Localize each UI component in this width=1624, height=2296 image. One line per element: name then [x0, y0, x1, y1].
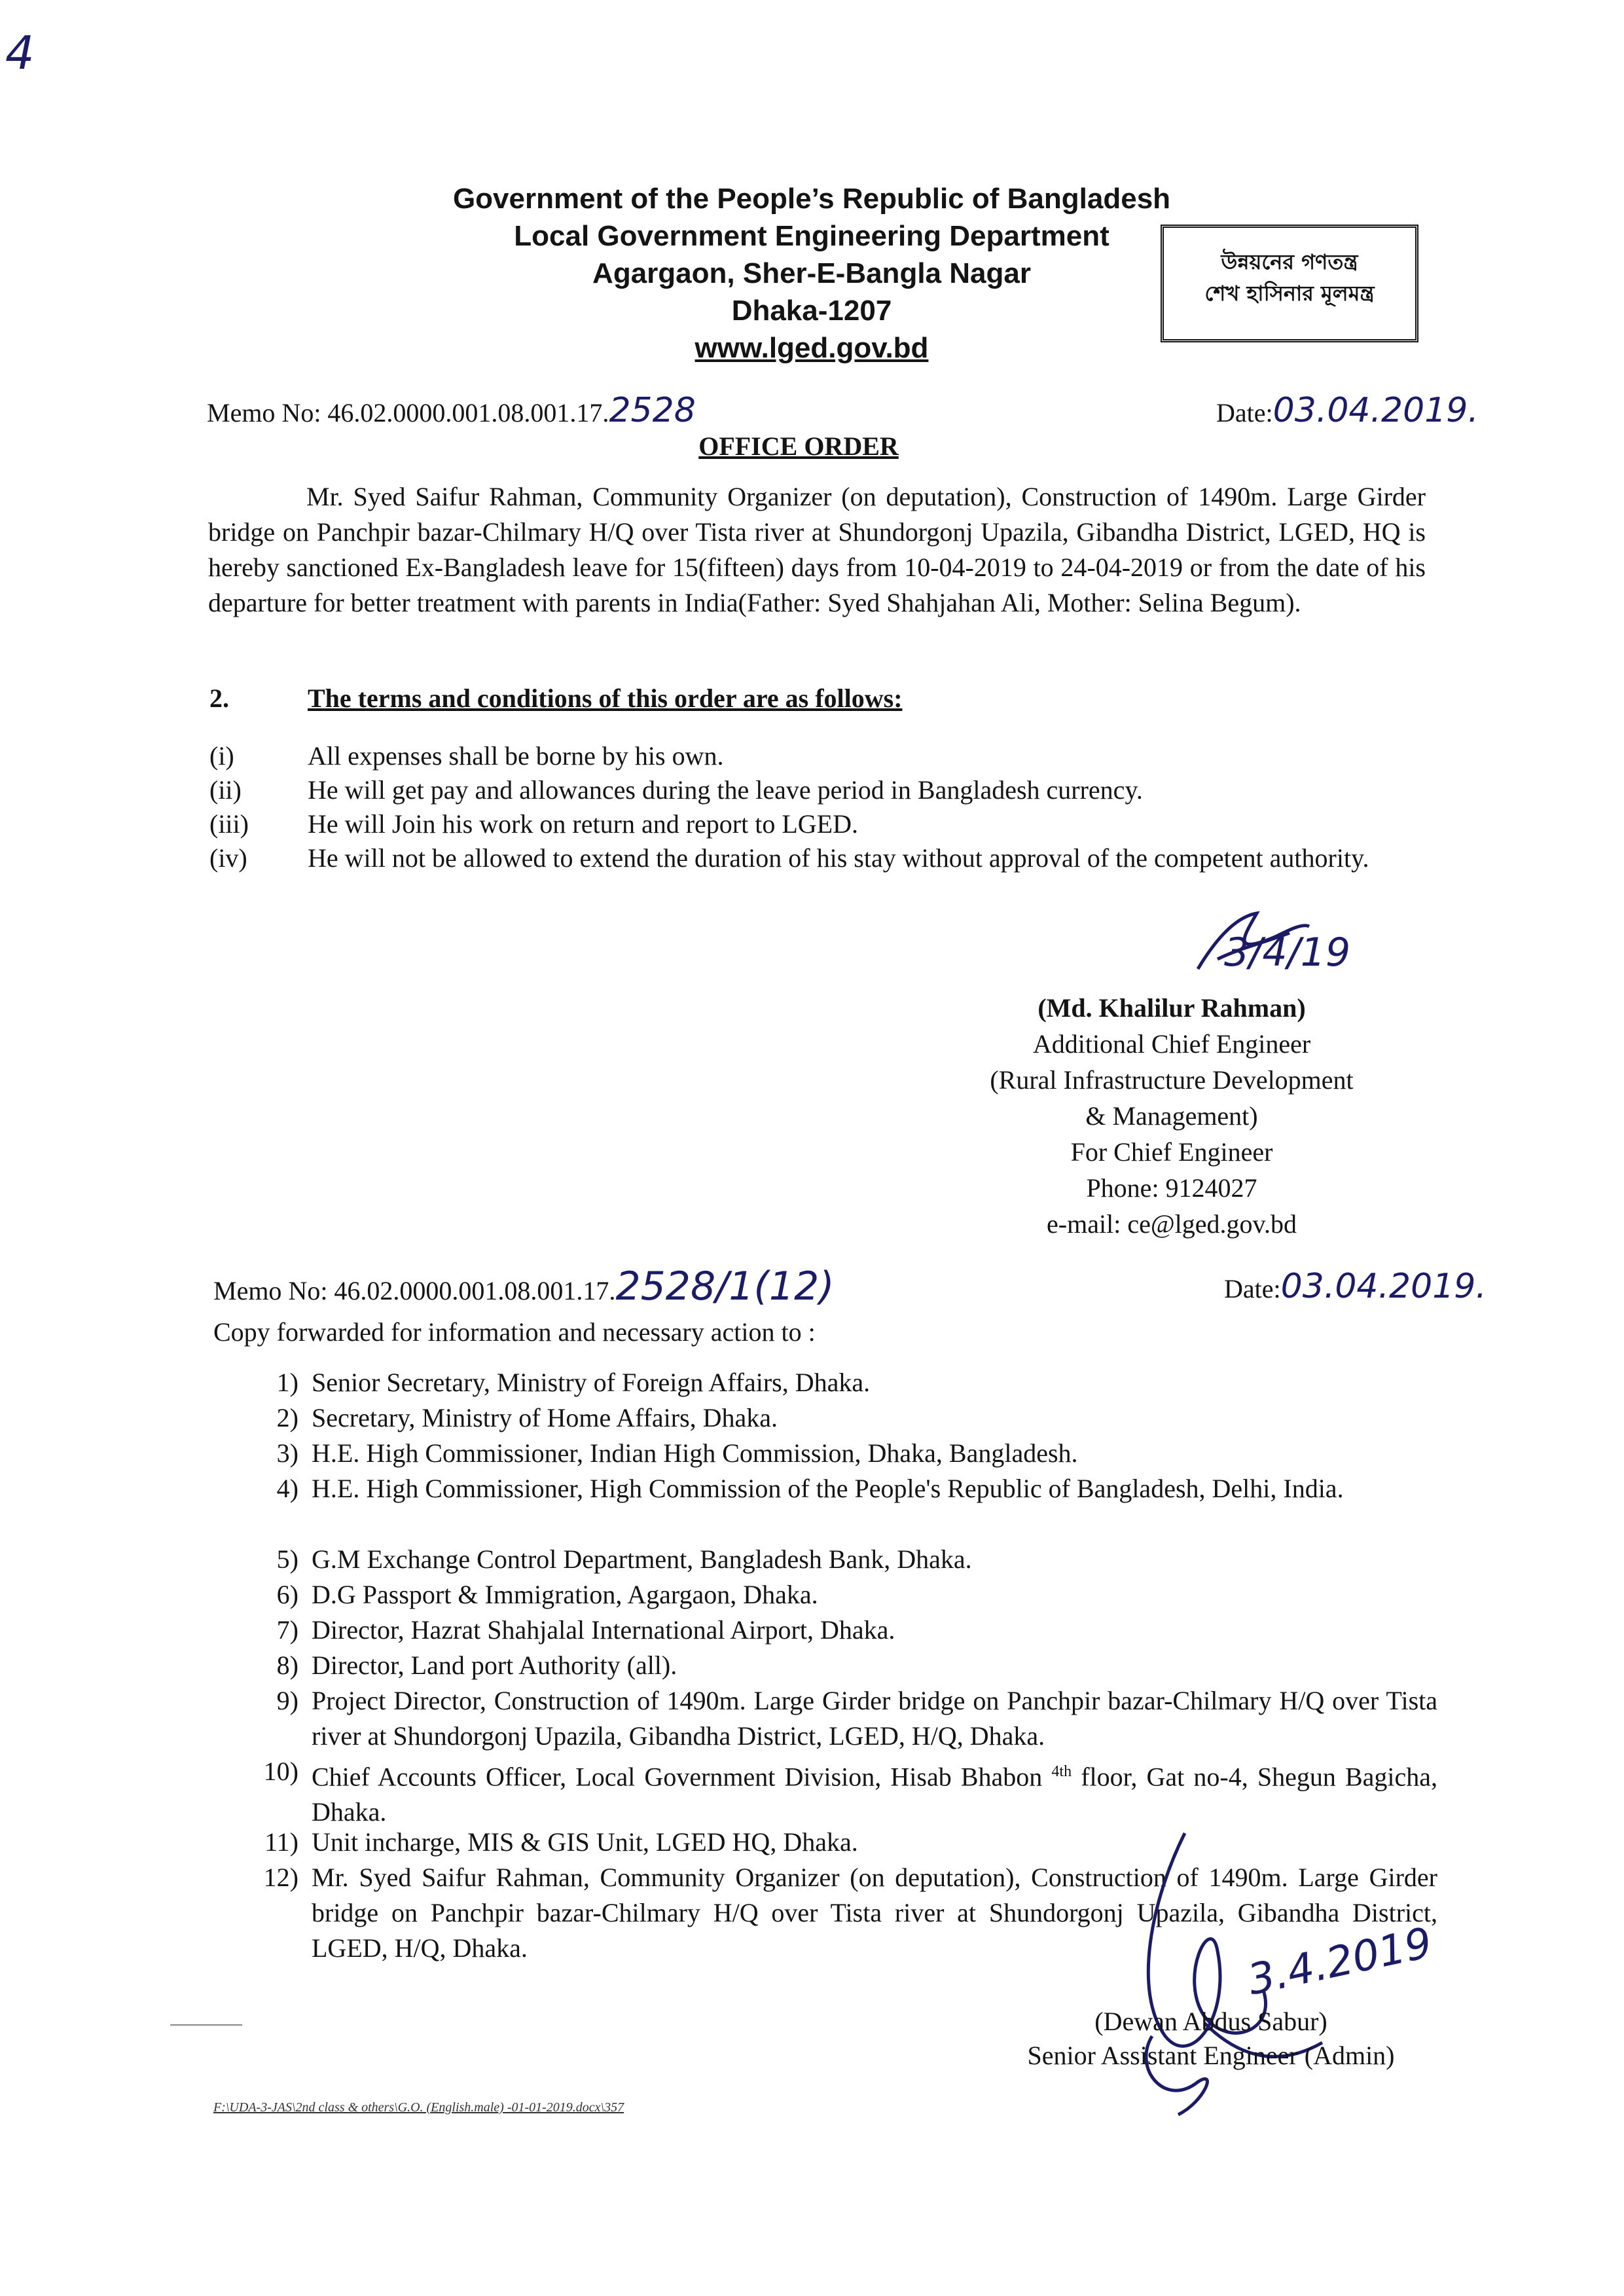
copy-num: 7) [276, 1615, 298, 1645]
footer-file-path: F:\UDA-3-JAS\2nd class & others\G.O. (English.male) -01-01-2019.docx\357 [213, 2100, 624, 2115]
date-label: Date: [1224, 1274, 1281, 1303]
copy-num: 6) [276, 1580, 298, 1609]
copy-text: Unit incharge, MIS & GIS Unit, LGED HQ, Dhaka. [312, 1827, 858, 1857]
copy-num: 2) [276, 1403, 298, 1432]
condition-text: All expenses shall be borne by his own. [308, 741, 724, 771]
motto-line-2: শেখ হাসিনার মূলমন্ত্র [1204, 281, 1375, 306]
copy-text-sup: 4th [1051, 1763, 1072, 1780]
copy-num: 12) [263, 1863, 298, 1892]
divider-line [170, 2024, 242, 2026]
signatory-1-email[interactable]: e-mail: ce@lged.gov.bd [1047, 1209, 1297, 1239]
copy-num: 1) [276, 1368, 298, 1397]
header-govt: Government of the People’s Republic of Bangladesh [452, 183, 1171, 215]
signatory-1-phone: Phone: 9124027 [1086, 1173, 1257, 1203]
condition-text: He will get pay and allowances during the leave period in Bangladesh currency. [308, 775, 1143, 805]
copy-text: H.E. High Commissioner, High Commission of the People's Republic of Bangladesh, Delhi, India. [312, 1474, 1344, 1503]
copy-num: 5) [276, 1544, 298, 1574]
header-city: Dhaka-1207 [731, 295, 892, 327]
motto-box [1161, 225, 1418, 342]
corner-mark: 4 [5, 26, 35, 80]
copy-text: H.E. High Commissioner, Indian High Commission, Dhaka, Bangladesh. [312, 1438, 1078, 1468]
memo-number-2 [213, 1264, 835, 1309]
copy-text: G.M Exchange Control Department, Bangladesh Bank, Dhaka. [312, 1544, 972, 1574]
date-handwritten: 03.04.2019. [1272, 391, 1479, 430]
header-dept: Local Government Engineering Department [514, 220, 1110, 252]
memo-date-1 [1216, 393, 1479, 431]
condition-text: He will Join his work on return and report to LGED. [308, 809, 858, 839]
memo-number-1 [207, 393, 696, 431]
signatory-2-name: (Dewan Abdus Sabur) [1094, 2007, 1327, 2036]
copy-forwarded-intro: Copy forwarded for information and necessary action to : [213, 1317, 816, 1347]
copy-text: Director, Land port Authority (all). [312, 1650, 677, 1680]
header-website[interactable]: www.lged.gov.bd [695, 332, 929, 364]
date-handwritten: 03.04.2019. [1280, 1267, 1487, 1306]
copy-num: 10) [263, 1757, 298, 1786]
copy-text: Secretary, Ministry of Home Affairs, Dhaka. [312, 1403, 778, 1432]
condition-text: He will not be allowed to extend the duration of his stay without approval of the competent authority. [308, 843, 1369, 873]
copy-text: Senior Secretary, Ministry of Foreign Affairs, Dhaka. [312, 1368, 871, 1397]
signatory-1-dept-1: (Rural Infrastructure Development [990, 1065, 1354, 1095]
order-body: Mr. Syed Saifur Rahman, Community Organizer (on deputation), Construction of 1490m. Large Girder bridge on Panchpir bazar-Chilmary H/Q over Tista river at Shundorgonj Upazila, Gibandha District, LGED, HQ is hereby sanctioned Ex-Bangladesh leave for 15(fifteen) days from 10-04-2019 to 24-04-2019 or from the date of his departure for better treatment with parents in India(Father: Syed Shahjahan Ali, Mother: Selina Begum). [208, 482, 1426, 617]
copy-num: 3) [276, 1438, 298, 1468]
signatory-2-designation: Senior Assistant Engineer (Admin) [1027, 2041, 1395, 2070]
motto-line-1: উন্নয়নের গণতন্ত্র [1221, 249, 1358, 274]
office-order-title: OFFICE ORDER [698, 431, 899, 461]
memo-handwritten-number: 2528 [609, 391, 696, 430]
memo-date-2 [1224, 1269, 1487, 1307]
copy-text [312, 1754, 1437, 1830]
memo-handwritten-number: 2528/1(12) [615, 1264, 835, 1309]
copy-text: Project Director, Construction of 1490m. Large Girder bridge on Panchpir bazar-Chilmary H/Q over Tista river at Shundorgonj Upazila, Gibandha District, LGED, H/Q, Dhaka. [312, 1686, 1437, 1751]
conditions-heading: The terms and conditions of this order are as follows: [308, 683, 903, 713]
condition-num: (iv) [209, 843, 247, 873]
copy-text: Director, Hazrat Shahjalal International Airport, Dhaka. [312, 1615, 895, 1645]
condition-num: (i) [209, 741, 234, 771]
signature-1-date: 3/4/19 [1224, 930, 1351, 975]
signatory-1-for: For Chief Engineer [1070, 1137, 1273, 1167]
copy-text: Mr. Syed Saifur Rahman, Community Organizer (on deputation), Construction of 1490m. Large Girder bridge on Panchpir bazar-Chilmary H/Q over Tista river at Shundorgonj Upazila, Gibandha District, LGED, H/Q, Dhaka. [312, 1863, 1437, 1963]
copy-num: 4) [276, 1474, 298, 1503]
memo-label: Memo No: 46.02.0000.001.08.001.17. [207, 398, 609, 428]
copy-text-part: floor, Gat no-4, Shegun Bagicha, Dhaka. [312, 1762, 1437, 1827]
header-address: Agargaon, Sher-E-Bangla Nagar [592, 257, 1031, 289]
signature-2-date: 3.4.2019 [1244, 1918, 1437, 2005]
copy-num: 9) [276, 1686, 298, 1715]
signatory-1-designation: Additional Chief Engineer [1032, 1029, 1311, 1059]
memo-label: Memo No: 46.02.0000.001.08.001.17. [213, 1276, 616, 1305]
signatory-1-name: (Md. Khalilur Rahman) [1038, 993, 1306, 1023]
copy-text-part: Chief Accounts Officer, Local Government Division, Hisab Bhabon [312, 1762, 1052, 1792]
signatory-1-dept-2: & Management) [1085, 1101, 1258, 1131]
condition-num: (ii) [209, 775, 242, 805]
copy-text: D.G Passport & Immigration, Agargaon, Dhaka. [312, 1580, 818, 1609]
copy-num: 11) [264, 1827, 298, 1857]
date-label: Date: [1216, 398, 1273, 428]
conditions-number: 2. [209, 683, 229, 713]
copy-num: 8) [276, 1650, 298, 1680]
condition-num: (iii) [209, 809, 249, 839]
